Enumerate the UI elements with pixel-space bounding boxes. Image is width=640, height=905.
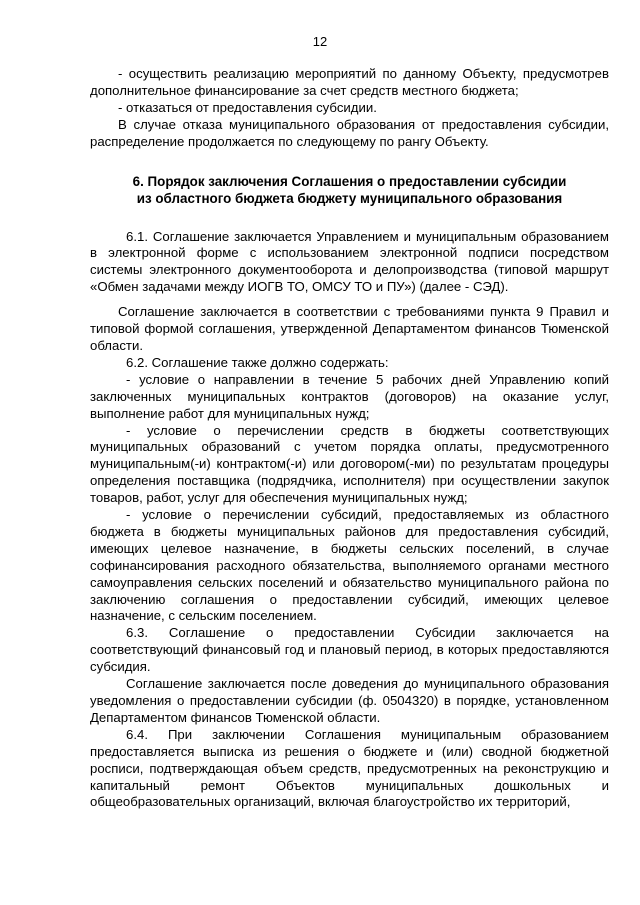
- paragraph: - отказаться от предоставления субсидии.: [118, 99, 377, 115]
- paragraph: В случае отказа муниципального образования от предоставления субсидии, распределение продолжается по следующему по рангу Объекту.: [90, 116, 609, 149]
- paragraph: 6.1. Соглашение заключается Управлением и муниципальным образованием в электронной форме с использованием электронной подписи посредством системы электронного документооборота и делопроизводства (типовой маршрут «Обмен задачами между ИОГВ ТО, ОМСУ ТО и ПУ») (далее - СЭД).: [90, 228, 609, 295]
- paragraph: - условие о направлении в течение 5 рабочих дней Управлению копий заключенных муниципальных контрактов (договоров) на оказание услуг, выполнение работ для муниципальных нужд;: [90, 371, 609, 421]
- paragraph: - условие о перечислении средств в бюджеты соответствующих муниципальных образований с учетом порядка оплаты, предусмотренного муниципальным(-и) контрактом(-и) или договором(-ми) по результатам процедуры определения поставщика (подрядчика, исполнителя) при осуществлении закупок товаров, работ, услуг для обеспечения муниципальных нужд;: [90, 422, 609, 506]
- paragraph: 6.3. Соглашение о предоставлении Субсидии заключается на соответствующий финансовый год и плановый период, в которых предоставляются субсидия.: [90, 625, 609, 675]
- section-heading-line: из областного бюджета бюджету муниципального образования: [136, 190, 563, 206]
- paragraph: Соглашение заключается после доведения до муниципального образования уведомления о предоставлении субсидии (ф. 0504320) в порядке, установленном Департаментом финансов Тюменской области.: [90, 676, 609, 725]
- document-body: [90, 66, 609, 811]
- paragraph: 6.4. При заключении Соглашения муниципальным образованием предоставляется выписка из решения о бюджете и (или) сводной бюджетной росписи, подтверждающая объем средств, предусмотренных на реконструкцию и капитальный ремонт Объектов муниципальных дошкольных и общеобразовательных организаций, включая благоустройство их территорий,: [90, 726, 609, 810]
- section-heading: [90, 173, 609, 207]
- page-number: 12: [312, 34, 328, 49]
- paragraph: 6.2. Соглашение также должно содержать:: [126, 354, 389, 370]
- paragraph: - осуществить реализацию мероприятий по данному Объекту, предусмотрев дополнительное финансирование за счет средств местного бюджета;: [90, 66, 609, 98]
- paragraph: Соглашение заключается в соответствии с требованиями пункта 9 Правил и типовой формой соглашения, утвержденной Департаментом финансов Тюменской области.: [90, 304, 609, 353]
- paragraph: - условие о перечислении субсидий, предоставляемых из областного бюджета в бюджеты муниципальных районов для предоставления субсидий, имеющих целевое назначение, в бюджеты сельских поселений, в случае софинансирования расходного обязательства, выполняемого органами местного самоуправления сельских поселений и обязательство муниципального района по заключению соглашения о предоставлении субсидий, имеющих целевое назначение, с сельским поселением.: [90, 507, 609, 624]
- section-heading-line: 6. Порядок заключения Соглашения о предоставлении субсидии: [132, 173, 567, 189]
